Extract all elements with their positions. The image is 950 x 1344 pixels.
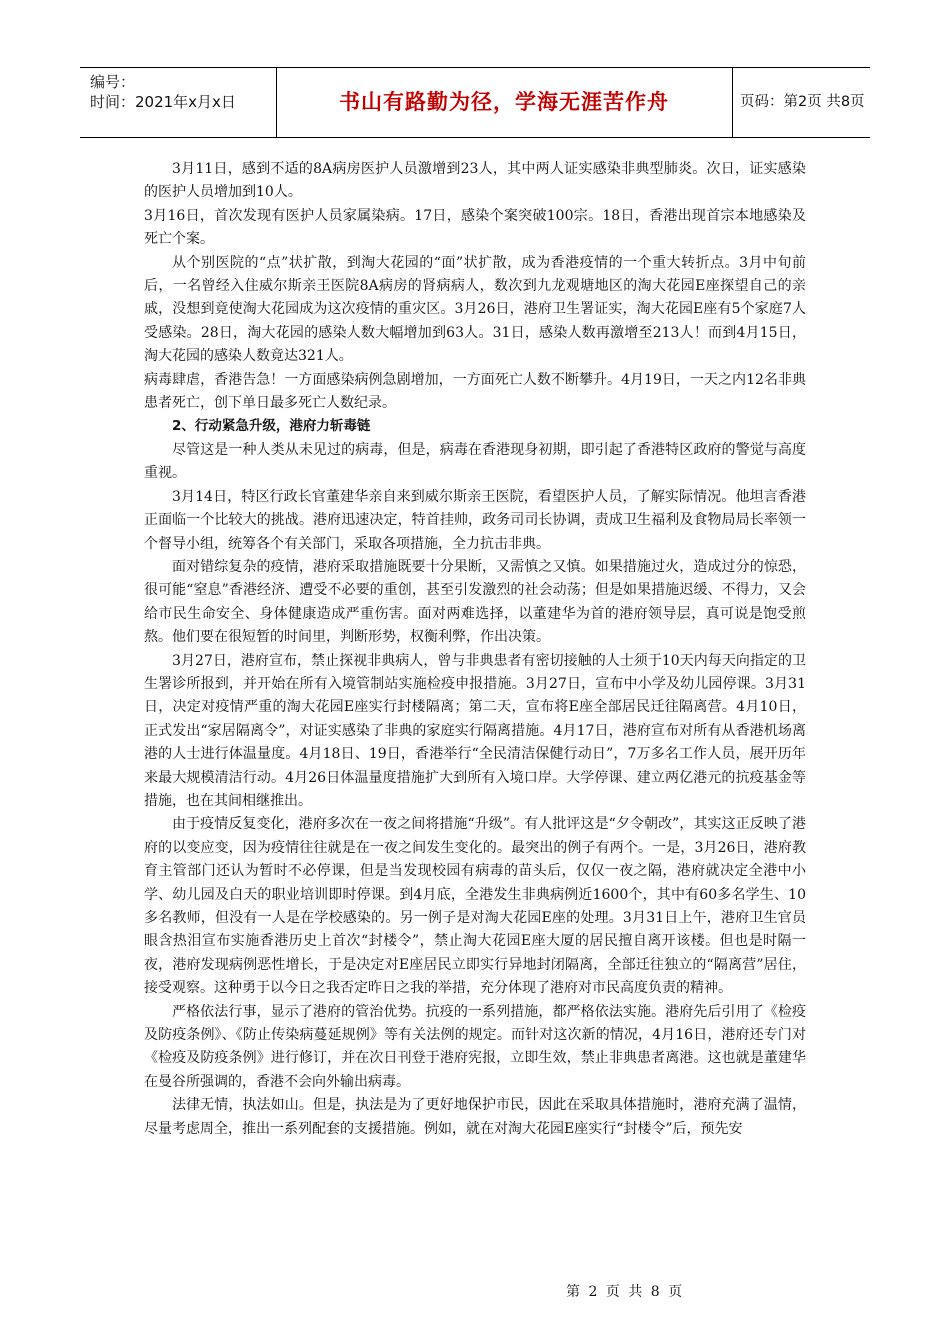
body-paragraph: 严格依法行事，显示了港府的管治优势。抗疫的一系列措施，都严格依法实施。港府先后引用了《检疫及防疫条例》、《防止传染病蔓延规例》等有关法例的规定。而针对这次新的情况，4月16日，港府还专门对《检疫及防疫条例》进行修订，并在次日刊登于港府宪报，立即生效，禁止非典患者离港。这也就是董建华在曼谷所强调的，香港不会向外输出病毒。 bbox=[144, 1003, 806, 1090]
header-page-cell bbox=[732, 68, 870, 137]
doc-number-label: 编号： bbox=[90, 73, 136, 91]
body-paragraph: 病毒肆虐，香港告急！一方面感染病例急剧增加，一方面死亡人数不断攀升。4月19日，一天之内12名非典患者死亡，创下单日最多死亡人数纪录。 bbox=[144, 371, 806, 412]
body-paragraph: 面对错综复杂的疫情，港府采取措施既要十分果断，又需慎之又慎。如果措施过火，造成过分的惊恐，很可能“窒息”香港经济、遭受不必要的重创，甚至引发激烈的社会动荡；但是如果措施迟缓、不得力，又会给市民生命安全、身体健康造成严重伤害。面对两难选择，以董建华为首的港府领导层，真可说是饱受煎熬。他们要在很短暂的时间里，判断形势，权衡利弊，作出决策。 bbox=[144, 558, 806, 646]
footer-page-number: 第 2 页 共 8 页 bbox=[566, 1284, 685, 1300]
document-body bbox=[144, 158, 806, 1141]
section-heading: 2、行动紧急升级，港府力斩毒链 bbox=[172, 418, 371, 435]
doc-time-label: 时间：2021年x月x日 bbox=[90, 93, 236, 111]
header-motto-cell bbox=[276, 68, 733, 137]
page-header bbox=[80, 67, 870, 138]
header-page-info: 页码：第2页 共8页 bbox=[740, 94, 865, 110]
body-paragraph: 3月27日，港府宣布，禁止探视非典病人，曾与非典患者有密切接触的人士须于10天内每天向指定的卫生署诊所报到，并开始在所有入境管制站实施检疫申报措施。3月27日，宣布中小学及幼儿园停课。3月31日，决定对疫情严重的淘大花园E座实行封楼隔离；第二天，宣布将E座全部居民迁往隔离营。4月10日，正式发出“家居隔离令”，对证实感染了非典的家庭实行隔离措施。4月17日，港府宣布对所有从香港机场离港的人士进行体温量度。4月18日、19日，香港举行“全民清洁保健行动日”，7万多名工作人员，展开历年来最大规模清洁行动。4月26日体温量度措施扩大到所有入境口岸。大学停课、建立两亿港元的抗疫基金等措施，也在其间相继推出。 bbox=[144, 652, 806, 809]
body-paragraph: 尽管这是一种人类从未见过的病毒，但是，病毒在香港现身初期，即引起了香港特区政府的警觉与高度重视。 bbox=[144, 441, 806, 482]
body-paragraph: 3月14日，特区行政长官董建华亲自来到威尔斯亲王医院，看望医护人员，了解实际情况。他坦言香港正面临一个比较大的挑战。港府迅速决定，特首挂帅，政务司司长协调，责成卫生福利及食物局局长率领一个督导小组，统筹各个有关部门，采取各项措施，全力抗击非典。 bbox=[144, 488, 806, 552]
header-motto: 书山有路勤为径，学海无涯苦作舟 bbox=[339, 90, 669, 114]
header-meta bbox=[80, 68, 277, 137]
body-paragraph: 由于疫情反复变化，港府多次在一夜之间将措施“升级”。有人批评这是“夕令朝改”，其实这正反映了港府的以变应变，因为疫情往往就是在一夜之间发生变化的。最突出的例子有两个。一是，3月26日，港府教育主管部门还认为暂时不必停课，但是当发现校园有病毒的苗头后，仅仅一夜之隔，港府就决定全港中小学、幼儿园及白天的职业培训即时停课。到4月底，全港发生非典病例近1600个，其中有60多名学生、10多名教师，但没有一人是在学校感染的。另一例子是对淘大花园E座的处理。3月31日上午，港府卫生官员眼含热泪宣布实施香港历史上首次“封楼令”，禁止淘大花园E座大厦的居民擅自离开该楼。但也是时隔一夜，港府发现病例恶性增长，于是决定对E座居民立即实行异地封闭隔离，全部迁往独立的“隔离营”居住，接受观察。这种勇于以今日之我否定昨日之我的举措，充分体现了港府对市民高度负责的精神。 bbox=[144, 816, 806, 997]
body-paragraph: 从个别医院的“点”状扩散，到淘大花园的“面”状扩散，成为香港疫情的一个重大转折点。3月中旬前后，一名曾经入住威尔斯亲王医院8A病房的肾病病人，数次到九龙观塘地区的淘大花园E座探望自己的亲戚，没想到竟使淘大花园成为这次疫情的重灾区。3月26日，港府卫生署证实，淘大花园E座有5个家庭7人受感染。28日，淘大花园的感染人数大幅增加到63人。31日，感染人数再激增至213人！而到4月15日，淘大花园的感染人数竟达321人。 bbox=[144, 254, 806, 365]
body-paragraph: 法律无情，执法如山。但是，执法是为了更好地保护市民，因此在采取具体措施时，港府充满了温情，尽量考虑周全，推出一系列配套的支援措施。例如，就在对淘大花园E座实行“封楼令”后，预先安 bbox=[144, 1097, 806, 1137]
body-paragraph: 3月11日，感到不适的8A病房医护人员激增到23人，其中两人证实感染非典型肺炎。次日，证实感染的医护人员增加到10人。 bbox=[144, 161, 806, 201]
body-paragraph: 3月16日，首次发现有医护人员家属染病。17日，感染个案突破100宗。18日，香港出现首宗本地感染及死亡个案。 bbox=[144, 207, 806, 248]
